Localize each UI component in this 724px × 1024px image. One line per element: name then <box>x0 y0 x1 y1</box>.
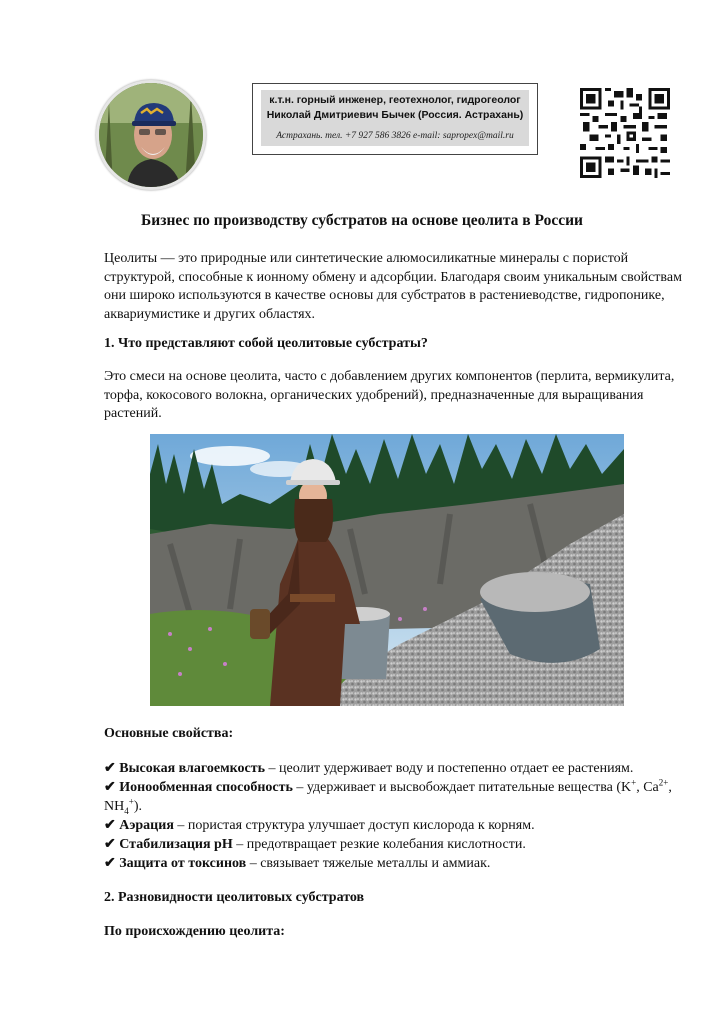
author-photo-illustration <box>99 83 203 187</box>
property-item <box>104 817 684 836</box>
properties-heading: Основные свойства: <box>104 726 234 741</box>
property-desc: – пористая структура улучшает доступ кислорода к корням. <box>173 818 535 833</box>
section1-heading: 1. Что представляют собой цеолитовые субстраты? <box>104 336 428 351</box>
property-item <box>104 836 684 855</box>
property-item <box>104 855 684 874</box>
section1-paragraph: Это смеси на основе цеолита, часто с добавлением других компонентов (перлита, вермикулита, торфа, кокосового волокна, органических удобрений), предназначенные для выращивания растений. <box>104 369 675 421</box>
property-item <box>104 779 684 816</box>
property-term: Ионообменная способность <box>119 780 293 795</box>
intro-paragraph: Цеолиты — это природные или синтетические алюмосиликатные минералы с пористой структурой, способные к ионному обмену и адсорбции. Благодаря своим уникальным свойствам они широко используются в качестве основы для субстратов в растениеводстве, гидропонике, аквариумистике и других областях. <box>104 251 682 322</box>
section2-subheading: По происхождению цеолита: <box>104 924 285 939</box>
section2-heading: 2. Разновидности цеолитовых субстратов <box>104 890 365 905</box>
author-contact: Астрахань. тел. +7 927 586 3826 e-mail: sapropex@mail.ru <box>276 131 514 141</box>
check-icon: ✔ <box>104 837 116 852</box>
ion-subscript: 4 <box>124 805 129 816</box>
check-icon: ✔ <box>104 856 116 871</box>
property-term: Стабилизация pH <box>119 837 233 852</box>
ion-text: , Ca <box>636 780 659 795</box>
qr-code <box>580 88 670 178</box>
author-name: Николай Дмитриевич Бычек (Россия. Астрахань) <box>266 109 524 121</box>
property-desc: – удерживает и высвобождает питательные вещества (K <box>292 780 632 795</box>
author-info-box <box>252 83 538 155</box>
property-item <box>104 760 684 779</box>
ion-text: , NH <box>104 780 672 814</box>
quarry-photo <box>150 434 624 706</box>
check-icon: ✔ <box>104 761 116 776</box>
ion-charge: 2+ <box>658 777 669 788</box>
property-term: Защита от токсинов <box>119 856 247 871</box>
author-credentials: к.т.н. горный инженер, геотехнолог, гидрогеолог <box>269 94 521 106</box>
author-photo <box>96 80 206 190</box>
ion-text: ). <box>133 798 142 814</box>
document-title: Бизнес по производству субстратов на основе цеолита в России <box>141 212 583 229</box>
ion-charge: + <box>128 795 134 806</box>
author-info-background <box>261 90 529 146</box>
property-desc: – предотвращает резкие колебания кислотности. <box>232 837 526 852</box>
ion-charge: + <box>631 777 637 788</box>
check-icon: ✔ <box>104 780 116 795</box>
property-desc: – связывает тяжелые металлы и аммиак. <box>246 856 491 871</box>
property-desc: – цеолит удерживает воду и постепенно отдает ее растениям. <box>265 761 634 776</box>
property-term: Аэрация <box>119 818 174 833</box>
property-term: Высокая влагоемкость <box>119 761 266 776</box>
check-icon: ✔ <box>104 818 116 833</box>
quarry-photo-illustration <box>150 434 624 706</box>
